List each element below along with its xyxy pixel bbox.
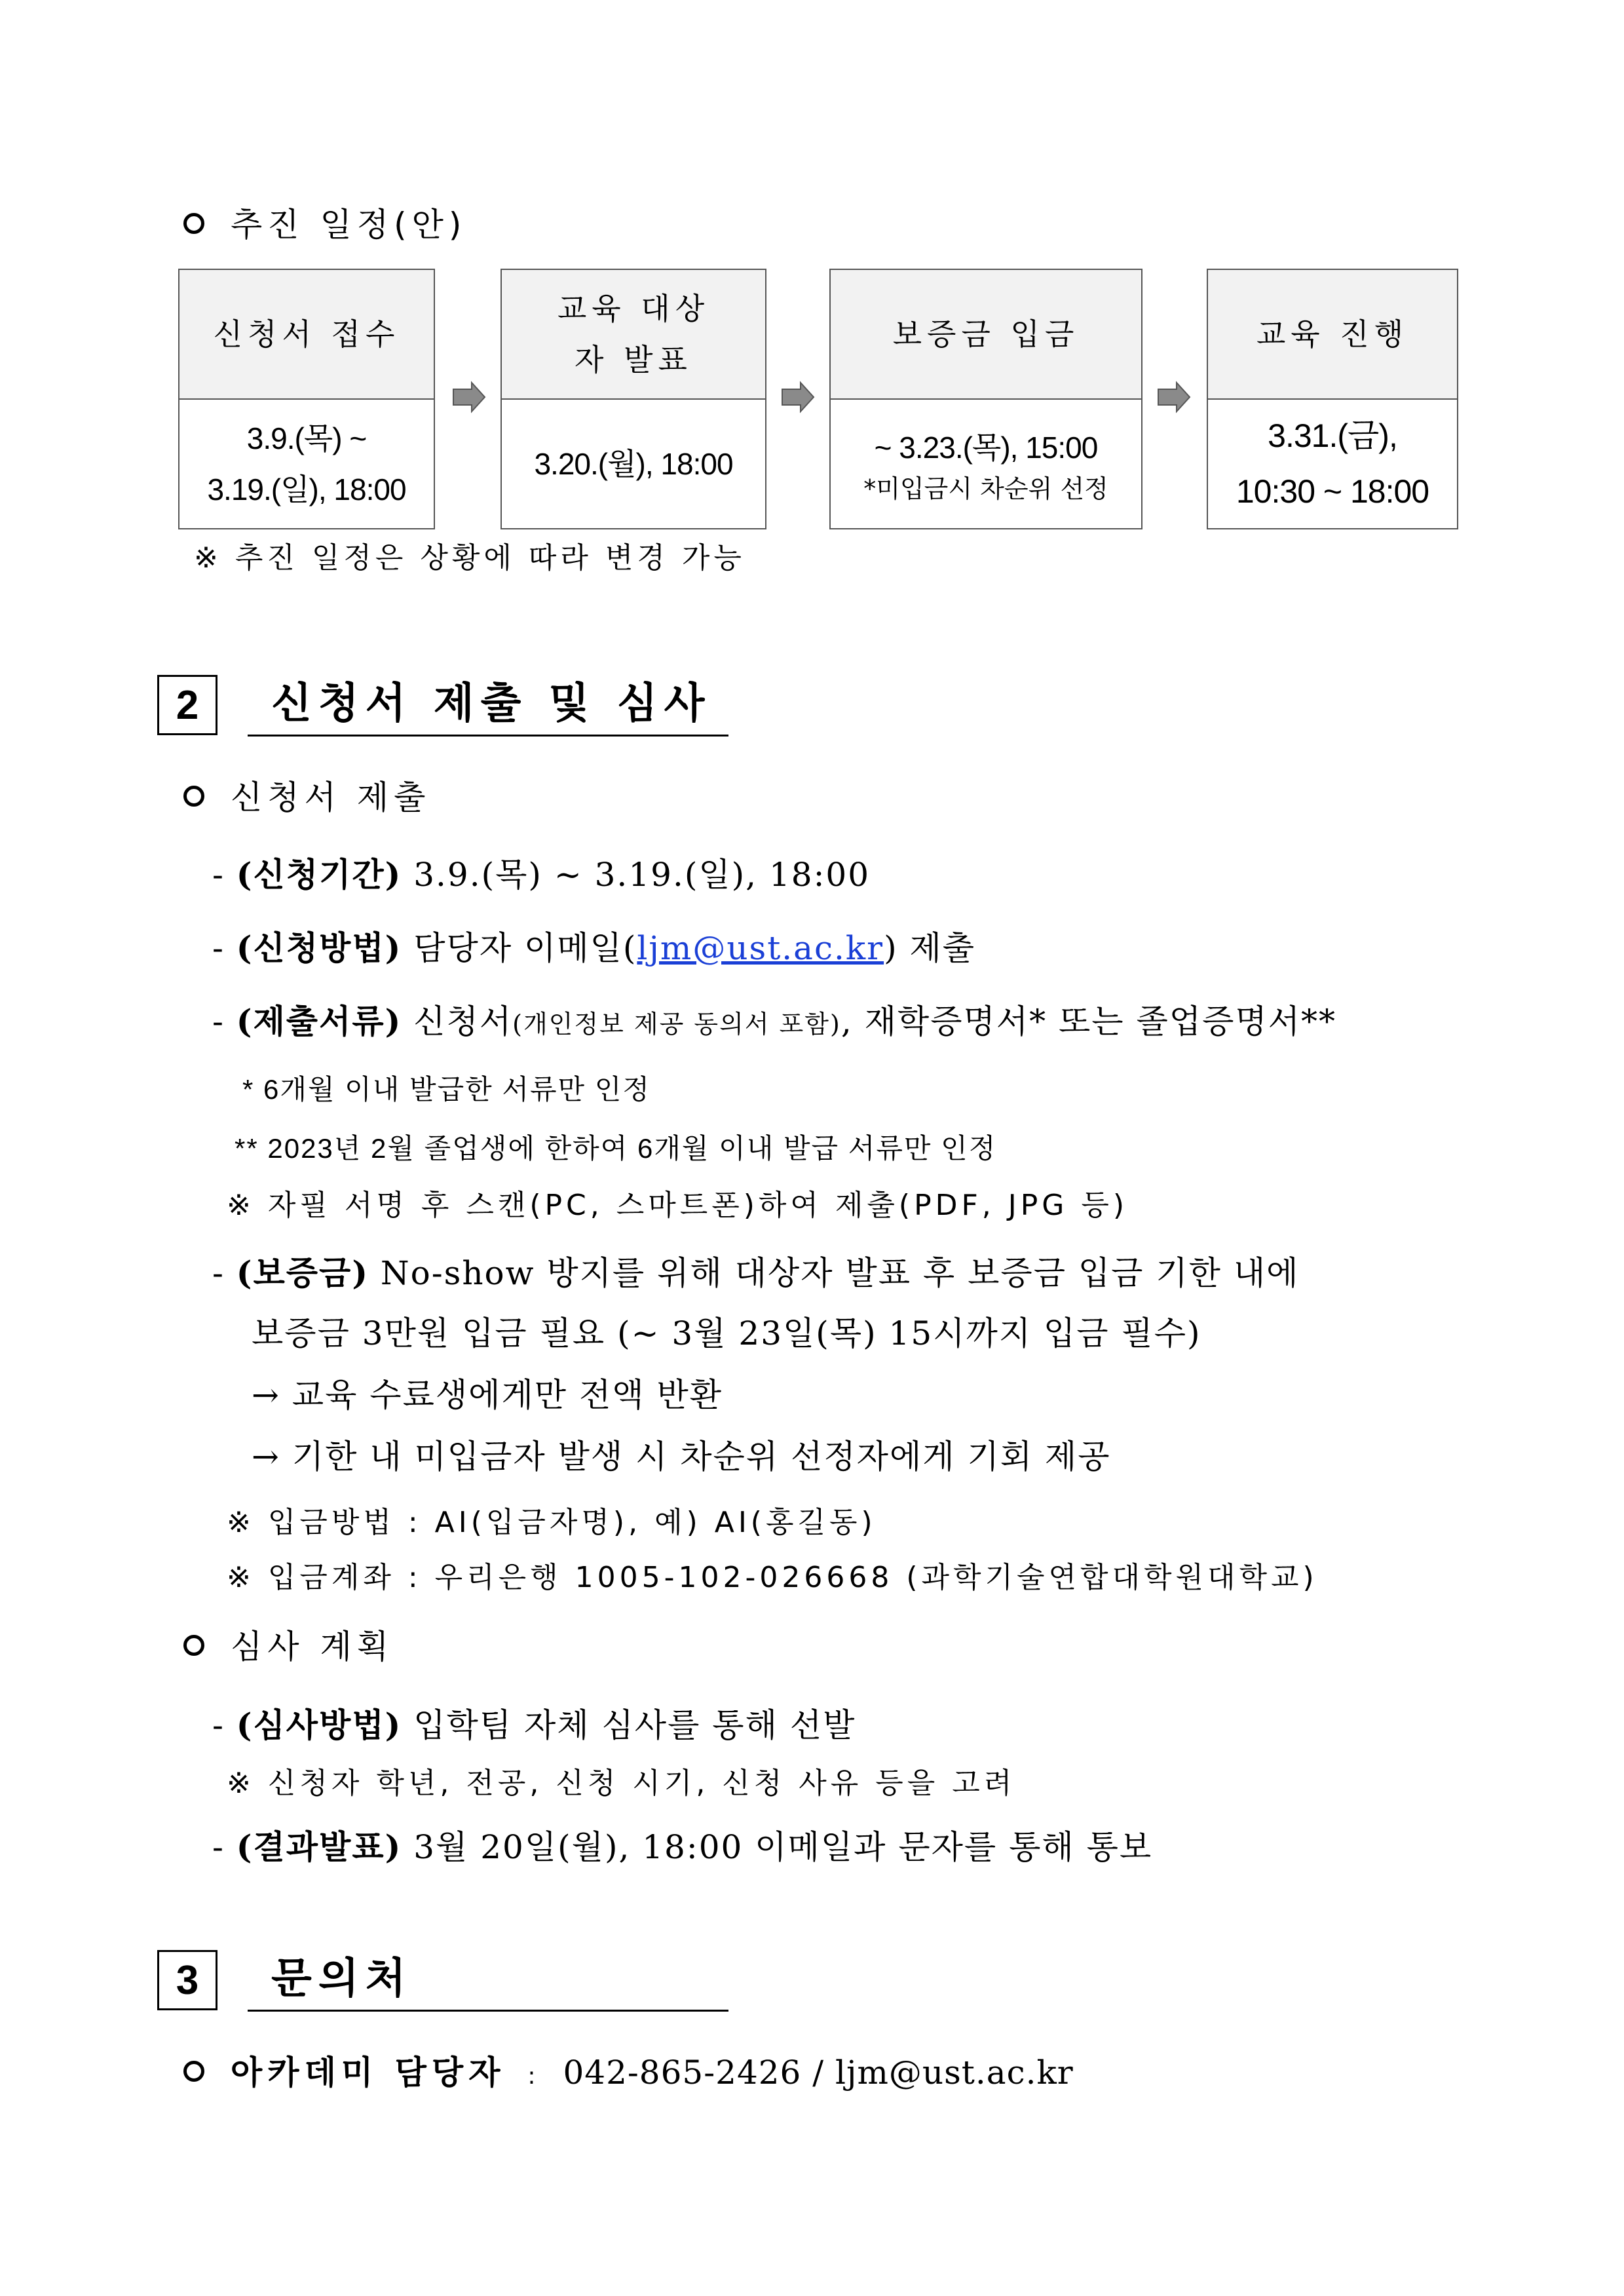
schedule-step-4 (1207, 269, 1458, 529)
submit-documents: - (제출서류) 신청서(개인정보 제공 동의서 포함), 재학증명서* 또는 졸업증명서** (212, 1002, 1336, 1041)
circle-bullet-icon (183, 213, 204, 234)
doc-footnote-2: ** 2023년 2월 졸업생에 한하여 6개월 이내 발급 서류만 인정 (235, 1133, 997, 1164)
payment-account-note: ※ 입금계좌 : 우리은행 1005-102-026668 (과학기술연합대학원대학교) (227, 1561, 1318, 1594)
arrow-right-icon (780, 379, 816, 415)
submit-period: - (신청기간) 3.9.(목) ~ 3.19.(일), 18:00 (212, 855, 871, 894)
deposit-line-1: - (보증금) No-show 방지를 위해 대상자 발표 후 보증금 입금 기한 내에 (212, 1253, 1300, 1292)
schedule-footnote: ※ 추진 일정은 상황에 따라 변경 가능 (194, 541, 746, 575)
circle-bullet-icon (183, 1635, 204, 1656)
schedule-step-body: 3.31.(금), 10:30 ~ 18:00 (1236, 417, 1429, 510)
doc-footnote-1: * 6개월 이내 발급한 서류만 인정 (242, 1074, 651, 1105)
arrow-right-icon (1156, 379, 1192, 415)
review-heading: 심사 계획 (183, 1630, 394, 1663)
schedule-step-3 (829, 269, 1142, 529)
schedule-step-title: 보증금 입금 (831, 270, 1141, 400)
submit-method: - (신청방법) 담당자 이메일(ljm@ust.ac.kr) 제출 (212, 928, 976, 967)
schedule-step-body: 3.9.(목) ~ 3.19.(일), 18:00 (207, 421, 406, 507)
contact-line: 아카데미 담당자 : 042-865-2426 / ljm@ust.ac.kr (183, 2056, 1074, 2089)
review-result: - (결과발표) 3월 20일(월), 18:00 이메일과 문자를 통해 통보 (212, 1827, 1153, 1866)
schedule-step-1 (178, 269, 435, 529)
section-title: 문의처 (271, 1955, 413, 2003)
section-number: 2 (157, 675, 217, 735)
circle-bullet-icon (183, 2061, 204, 2082)
payment-method-note: ※ 입금방법 : AI(입금자명), 예) AI(홍길동) (227, 1506, 877, 1539)
review-method: - (심사방법) 입학팀 자체 심사를 통해 선발 (212, 1706, 856, 1744)
submit-heading: 신청서 제출 (183, 781, 430, 814)
email-link[interactable]: ljm@ust.ac.kr (637, 929, 884, 967)
sign-note: ※ 자필 서명 후 스캔(PC, 스마트폰)하여 제출(PDF, JPG 등) (227, 1189, 1129, 1222)
arrow-right-icon (451, 379, 487, 415)
circle-bullet-icon (183, 786, 204, 807)
deposit-arrow-1: → 교육 수료생에게만 전액 반환 (252, 1376, 723, 1414)
review-criteria-note: ※ 신청자 학년, 전공, 신청 시기, 신청 사유 등을 고려 (227, 1767, 1016, 1800)
schedule-step-body: 3.20.(월), 18:00 (534, 446, 733, 481)
deposit-arrow-2: → 기한 내 미입금자 발생 시 차순위 선정자에게 기회 제공 (252, 1438, 1111, 1476)
schedule-step-title: 교육 대상자 발표 (502, 270, 765, 400)
section-underline (248, 2010, 728, 2012)
schedule-step-2 (500, 269, 766, 529)
deposit-line-2: 보증금 3만원 입금 필요 (~ 3월 23일(목) 15시까지 입금 필수) (252, 1314, 1201, 1352)
schedule-step-title: 교육 진행 (1208, 270, 1457, 400)
schedule-step-title: 신청서 접수 (179, 270, 434, 400)
schedule-heading: 추진 일정(안) (183, 208, 466, 241)
section-title: 신청서 제출 및 심사 (271, 679, 711, 728)
schedule-step-body: ~ 3.23.(목), 15:00 *미입금시 차순위 선정 (863, 430, 1108, 504)
section-number: 3 (157, 1950, 217, 2010)
section-underline (248, 735, 728, 737)
